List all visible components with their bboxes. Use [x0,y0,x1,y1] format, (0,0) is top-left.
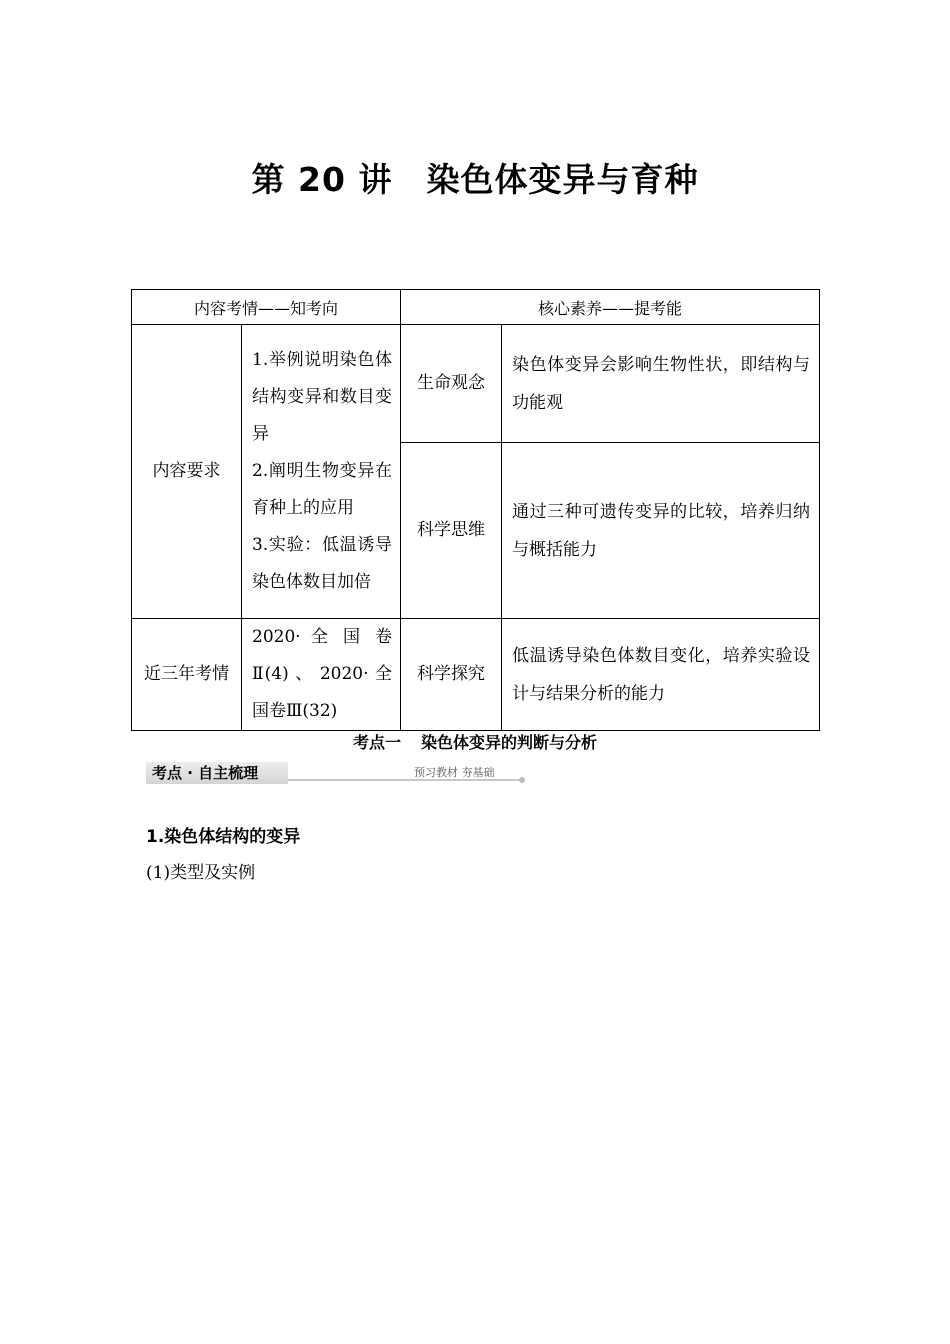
requirements-list [242,325,401,619]
section-title: 染色体变异的判断与分析 [421,733,598,752]
content-heading: 1.染色体结构的变异 [146,827,301,847]
table-header-row [132,290,820,325]
header-core-literacy: 核心素养——提考能 [401,290,820,325]
banner-tab-label: 考点 · 自主梳理 [146,762,288,784]
literacy-name: 科学思维 [401,443,502,619]
banner-right-label: 预习教材 夯基础 [414,766,495,779]
exam-overview-table [131,289,820,731]
literacy-desc: 通过三种可遗传变异的比较，培养归纳与概括能力 [502,443,820,619]
literacy-name: 生命观念 [401,325,502,443]
table-row [132,619,820,731]
header-content-exam: 内容考情——知考向 [132,290,401,325]
literacy-name: 科学探究 [401,619,502,731]
list-item: 3.实验：低温诱导染色体数目加倍 [252,535,393,592]
exam-history-label: 近三年考情 [132,619,242,731]
table-row [132,325,820,443]
literacy-desc: 染色体变异会影响生物性状，即结构与功能观 [502,325,820,443]
list-item: 2.阐明生物变异在育种上的应用 [252,461,393,518]
requirements-label: 内容要求 [132,325,242,619]
section-number: 考点一 [352,733,401,752]
literacy-desc: 低温诱导染色体数目变化，培养实验设计与结果分析的能力 [502,619,820,731]
page-title [0,155,950,205]
chapter-topic: 染色体变异与育种 [426,160,699,199]
content-subheading: (1)类型及实例 [146,863,256,883]
section-heading [0,731,950,755]
section-banner [146,762,526,786]
list-item: 1.举例说明染色体结构变异和数目变异 [252,350,393,444]
chapter-number: 第 20 讲 [251,160,393,199]
banner-dot-icon [519,777,525,783]
exam-history-text: 2020· 全 国 卷 Ⅱ(4) 、 2020· 全国卷Ⅲ(32) [242,619,401,731]
